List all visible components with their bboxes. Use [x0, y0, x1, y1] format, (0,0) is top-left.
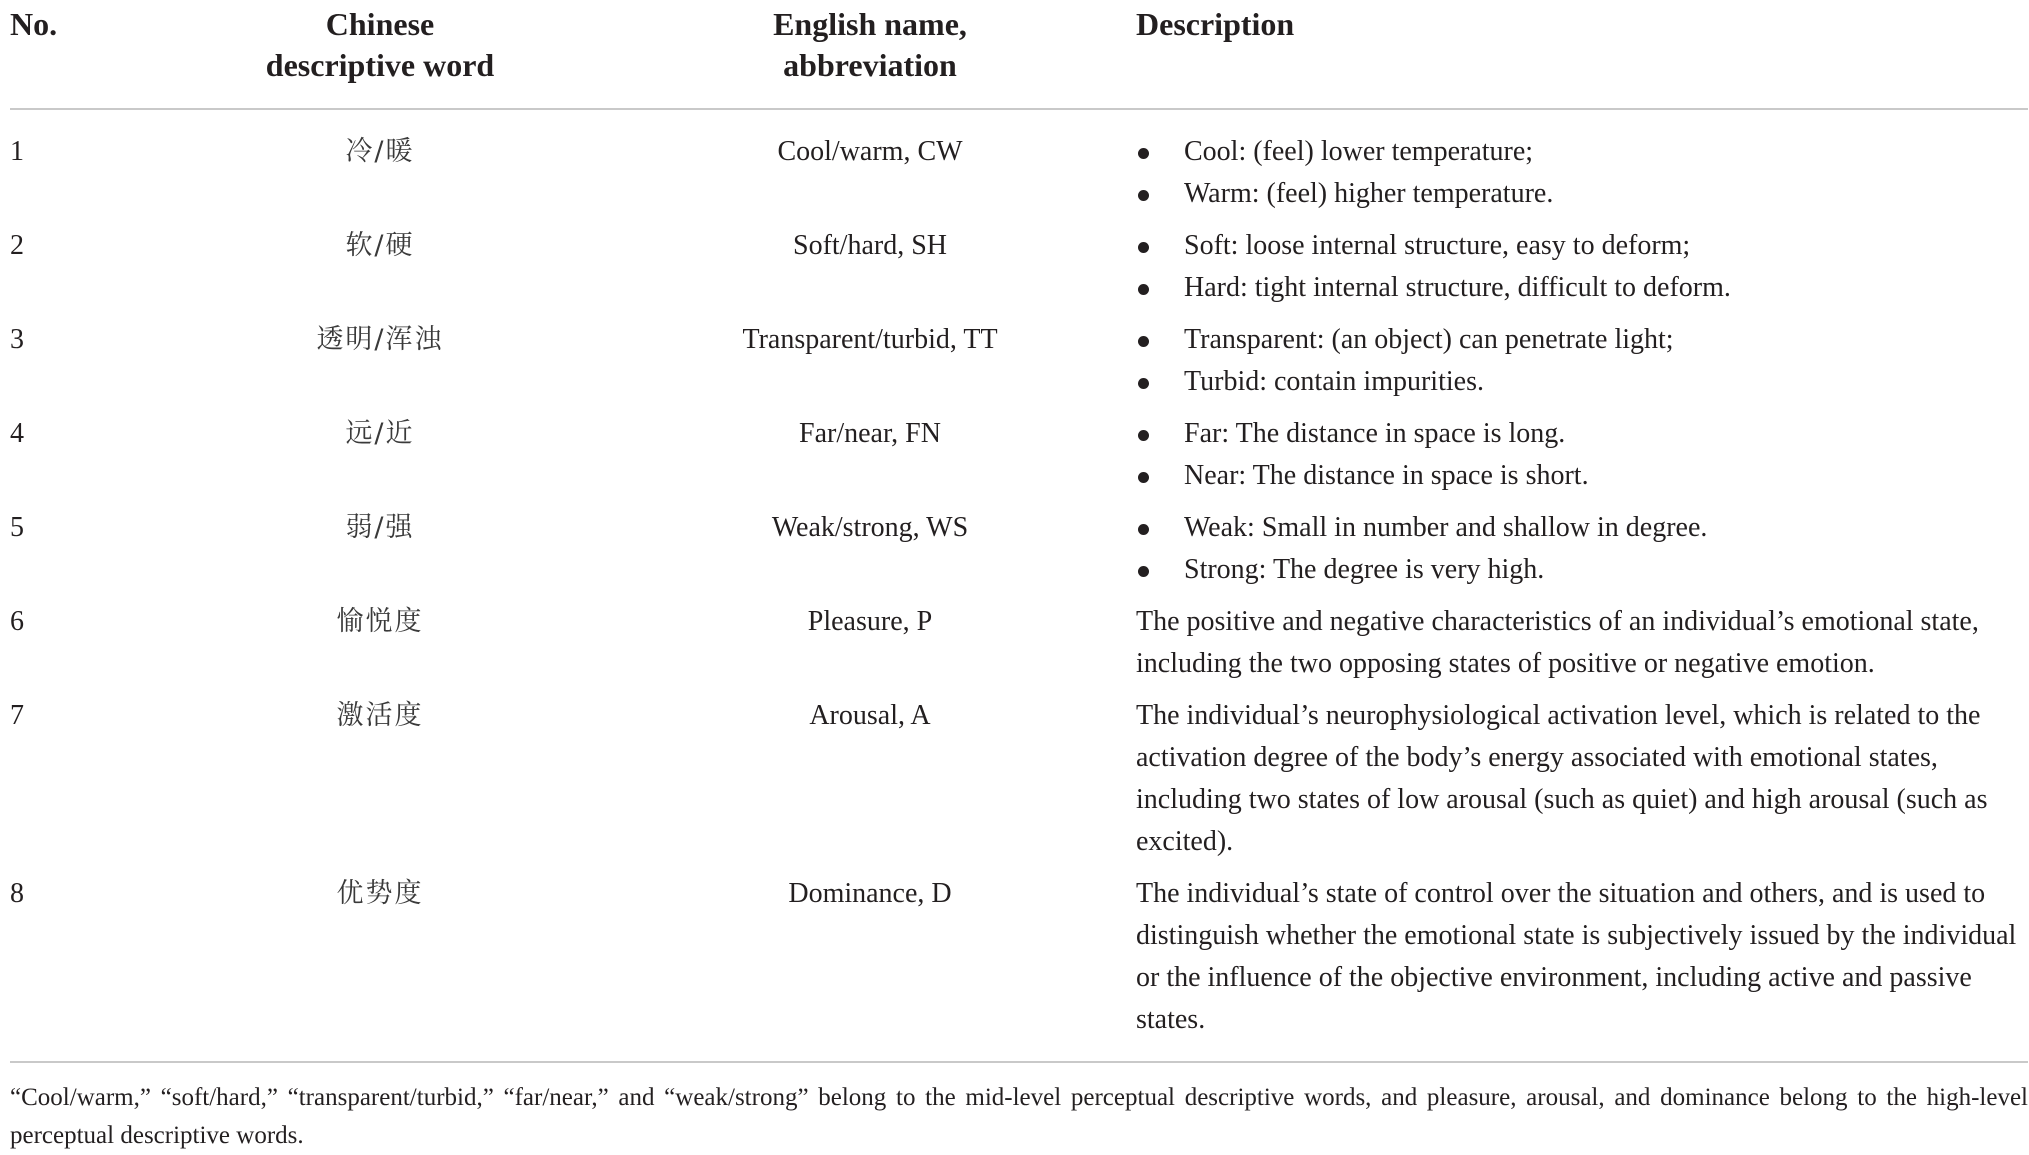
header-chinese-line1: Chinese	[325, 6, 435, 42]
bullet-text: Hard: tight internal structure, difficult to deform.	[1184, 272, 1731, 303]
description-cell	[1130, 507, 2028, 601]
header-no-label: No.	[10, 6, 58, 42]
english-name: Soft/hard, SH	[793, 230, 947, 261]
chinese-word: 远/近	[345, 418, 415, 449]
row-number: 2	[10, 230, 24, 261]
description-cell	[1130, 413, 2028, 507]
bullet-dot-icon	[1138, 566, 1149, 577]
row-number: 3	[10, 324, 24, 355]
chinese-word: 软/硬	[345, 230, 415, 261]
table-row	[10, 507, 2028, 601]
bullet-text: Transparent: (an object) can penetrate light;	[1184, 324, 1674, 355]
description-bullet-item	[1136, 361, 2028, 403]
table-header	[10, 0, 2028, 109]
chinese-word: 冷/暖	[345, 136, 415, 167]
header-row	[10, 0, 2028, 109]
description-bullet-item	[1136, 173, 2028, 215]
bullet-text: Cool: (feel) lower temperature;	[1184, 136, 1534, 167]
table-row	[10, 873, 2028, 1062]
bullet-text: Strong: The degree is very high.	[1184, 554, 1545, 585]
description-bullet-item	[1136, 319, 2028, 361]
english-name: Weak/strong, WS	[771, 512, 969, 543]
row-number: 6	[10, 606, 24, 637]
description-bullet-list	[1136, 507, 2028, 591]
table-footnote: “Cool/warm,” “soft/hard,” “transparent/turbid,” “far/near,” and “weak/strong” belong to the mid-level perceptual descriptive words, and pleasure, arousal, and dominance belong to the high-level perceptual descriptive words.	[10, 1084, 2028, 1149]
bullet-dot-icon	[1138, 336, 1149, 347]
description-bullet-item	[1136, 131, 2028, 173]
bullet-text: Warm: (feel) higher temperature.	[1184, 178, 1554, 209]
chinese-word: 弱/强	[345, 512, 415, 543]
bullet-dot-icon	[1138, 378, 1149, 389]
bullet-dot-icon	[1138, 430, 1149, 441]
description-cell	[1130, 225, 2028, 319]
description-text: The individual’s neurophysiological activation level, which is related to the activation degree of the body’s energy associated with emotional states, including two states of low arousal (such as quiet) and high arousal (such as excited).	[1136, 700, 1988, 857]
english-name: Dominance, D	[610, 873, 1130, 1062]
bullet-dot-icon	[1138, 472, 1149, 483]
table-row	[10, 109, 2028, 225]
description-cell	[1130, 873, 2028, 1062]
english-name: Pleasure, P	[807, 606, 933, 637]
bullet-text: Weak: Small in number and shallow in degree.	[1184, 512, 1708, 543]
table-row	[10, 413, 2028, 507]
english-name: Far/near, FN	[799, 418, 941, 449]
description-bullet-item	[1136, 455, 2028, 497]
description-cell	[1130, 109, 2028, 225]
bullet-dot-icon	[1138, 190, 1149, 201]
description-bullet-item	[1136, 507, 2028, 549]
header-no	[10, 0, 150, 109]
description-bullet-list	[1136, 131, 2028, 215]
row-number: 4	[10, 418, 24, 449]
english-name: Arousal, A	[809, 700, 931, 731]
bullet-dot-icon	[1138, 284, 1149, 295]
description-text: The individual’s state of control over the situation and others, and is used to distinguish whether the emotional state is subjectively issued by the individual or the influence of the objective environment, including active and passive states.	[1136, 878, 2017, 1035]
description-bullet-item	[1136, 267, 2028, 309]
description-cell	[1130, 695, 2028, 873]
table-row	[10, 695, 2028, 873]
table-row	[10, 319, 2028, 413]
bullet-text: Far: The distance in space is long.	[1184, 418, 1566, 449]
chinese-word: 透明/浑浊	[316, 324, 444, 355]
description-cell	[1130, 319, 2028, 413]
description-bullet-list	[1136, 319, 2028, 403]
descriptive-words-table	[10, 0, 2028, 1063]
header-description-label: Description	[1136, 6, 1295, 42]
header-chinese-line2: descriptive word	[265, 47, 495, 83]
header-description	[1130, 0, 2028, 109]
description-text: The positive and negative characteristics of an individual’s emotional state, including the two opposing states of positive or negative emotion.	[1136, 606, 1979, 679]
description-bullet-item	[1136, 549, 2028, 591]
description-bullet-list	[1136, 413, 2028, 497]
bullet-text: Near: The distance in space is short.	[1184, 460, 1589, 491]
description-cell	[1130, 601, 2028, 695]
header-english-name	[610, 0, 1130, 109]
bullet-dot-icon	[1138, 242, 1149, 253]
description-bullet-item	[1136, 225, 2028, 267]
english-name: Transparent/turbid, TT	[742, 324, 998, 355]
chinese-word: 激活度	[336, 700, 424, 731]
bullet-dot-icon	[1138, 524, 1149, 535]
chinese-word: 愉悦度	[336, 606, 424, 637]
bullet-text: Soft: loose internal structure, easy to deform;	[1184, 230, 1691, 261]
table-container	[10, 0, 2028, 1155]
row-number: 5	[10, 512, 24, 543]
english-name: Cool/warm, CW	[777, 136, 963, 167]
header-english-line2: abbreviation	[783, 47, 957, 83]
chinese-word: 优势度	[150, 873, 610, 1062]
row-number: 8	[10, 873, 150, 1062]
row-number: 7	[10, 700, 24, 731]
row-number: 1	[10, 136, 24, 167]
bullet-dot-icon	[1138, 148, 1149, 159]
description-bullet-list	[1136, 225, 2028, 309]
bullet-text: Turbid: contain impurities.	[1184, 366, 1484, 397]
header-english-line1: English name,	[773, 6, 967, 42]
header-chinese-word	[150, 0, 610, 109]
table-row	[10, 601, 2028, 695]
table-row	[10, 225, 2028, 319]
description-bullet-item	[1136, 413, 2028, 455]
table-body	[10, 109, 2028, 1062]
